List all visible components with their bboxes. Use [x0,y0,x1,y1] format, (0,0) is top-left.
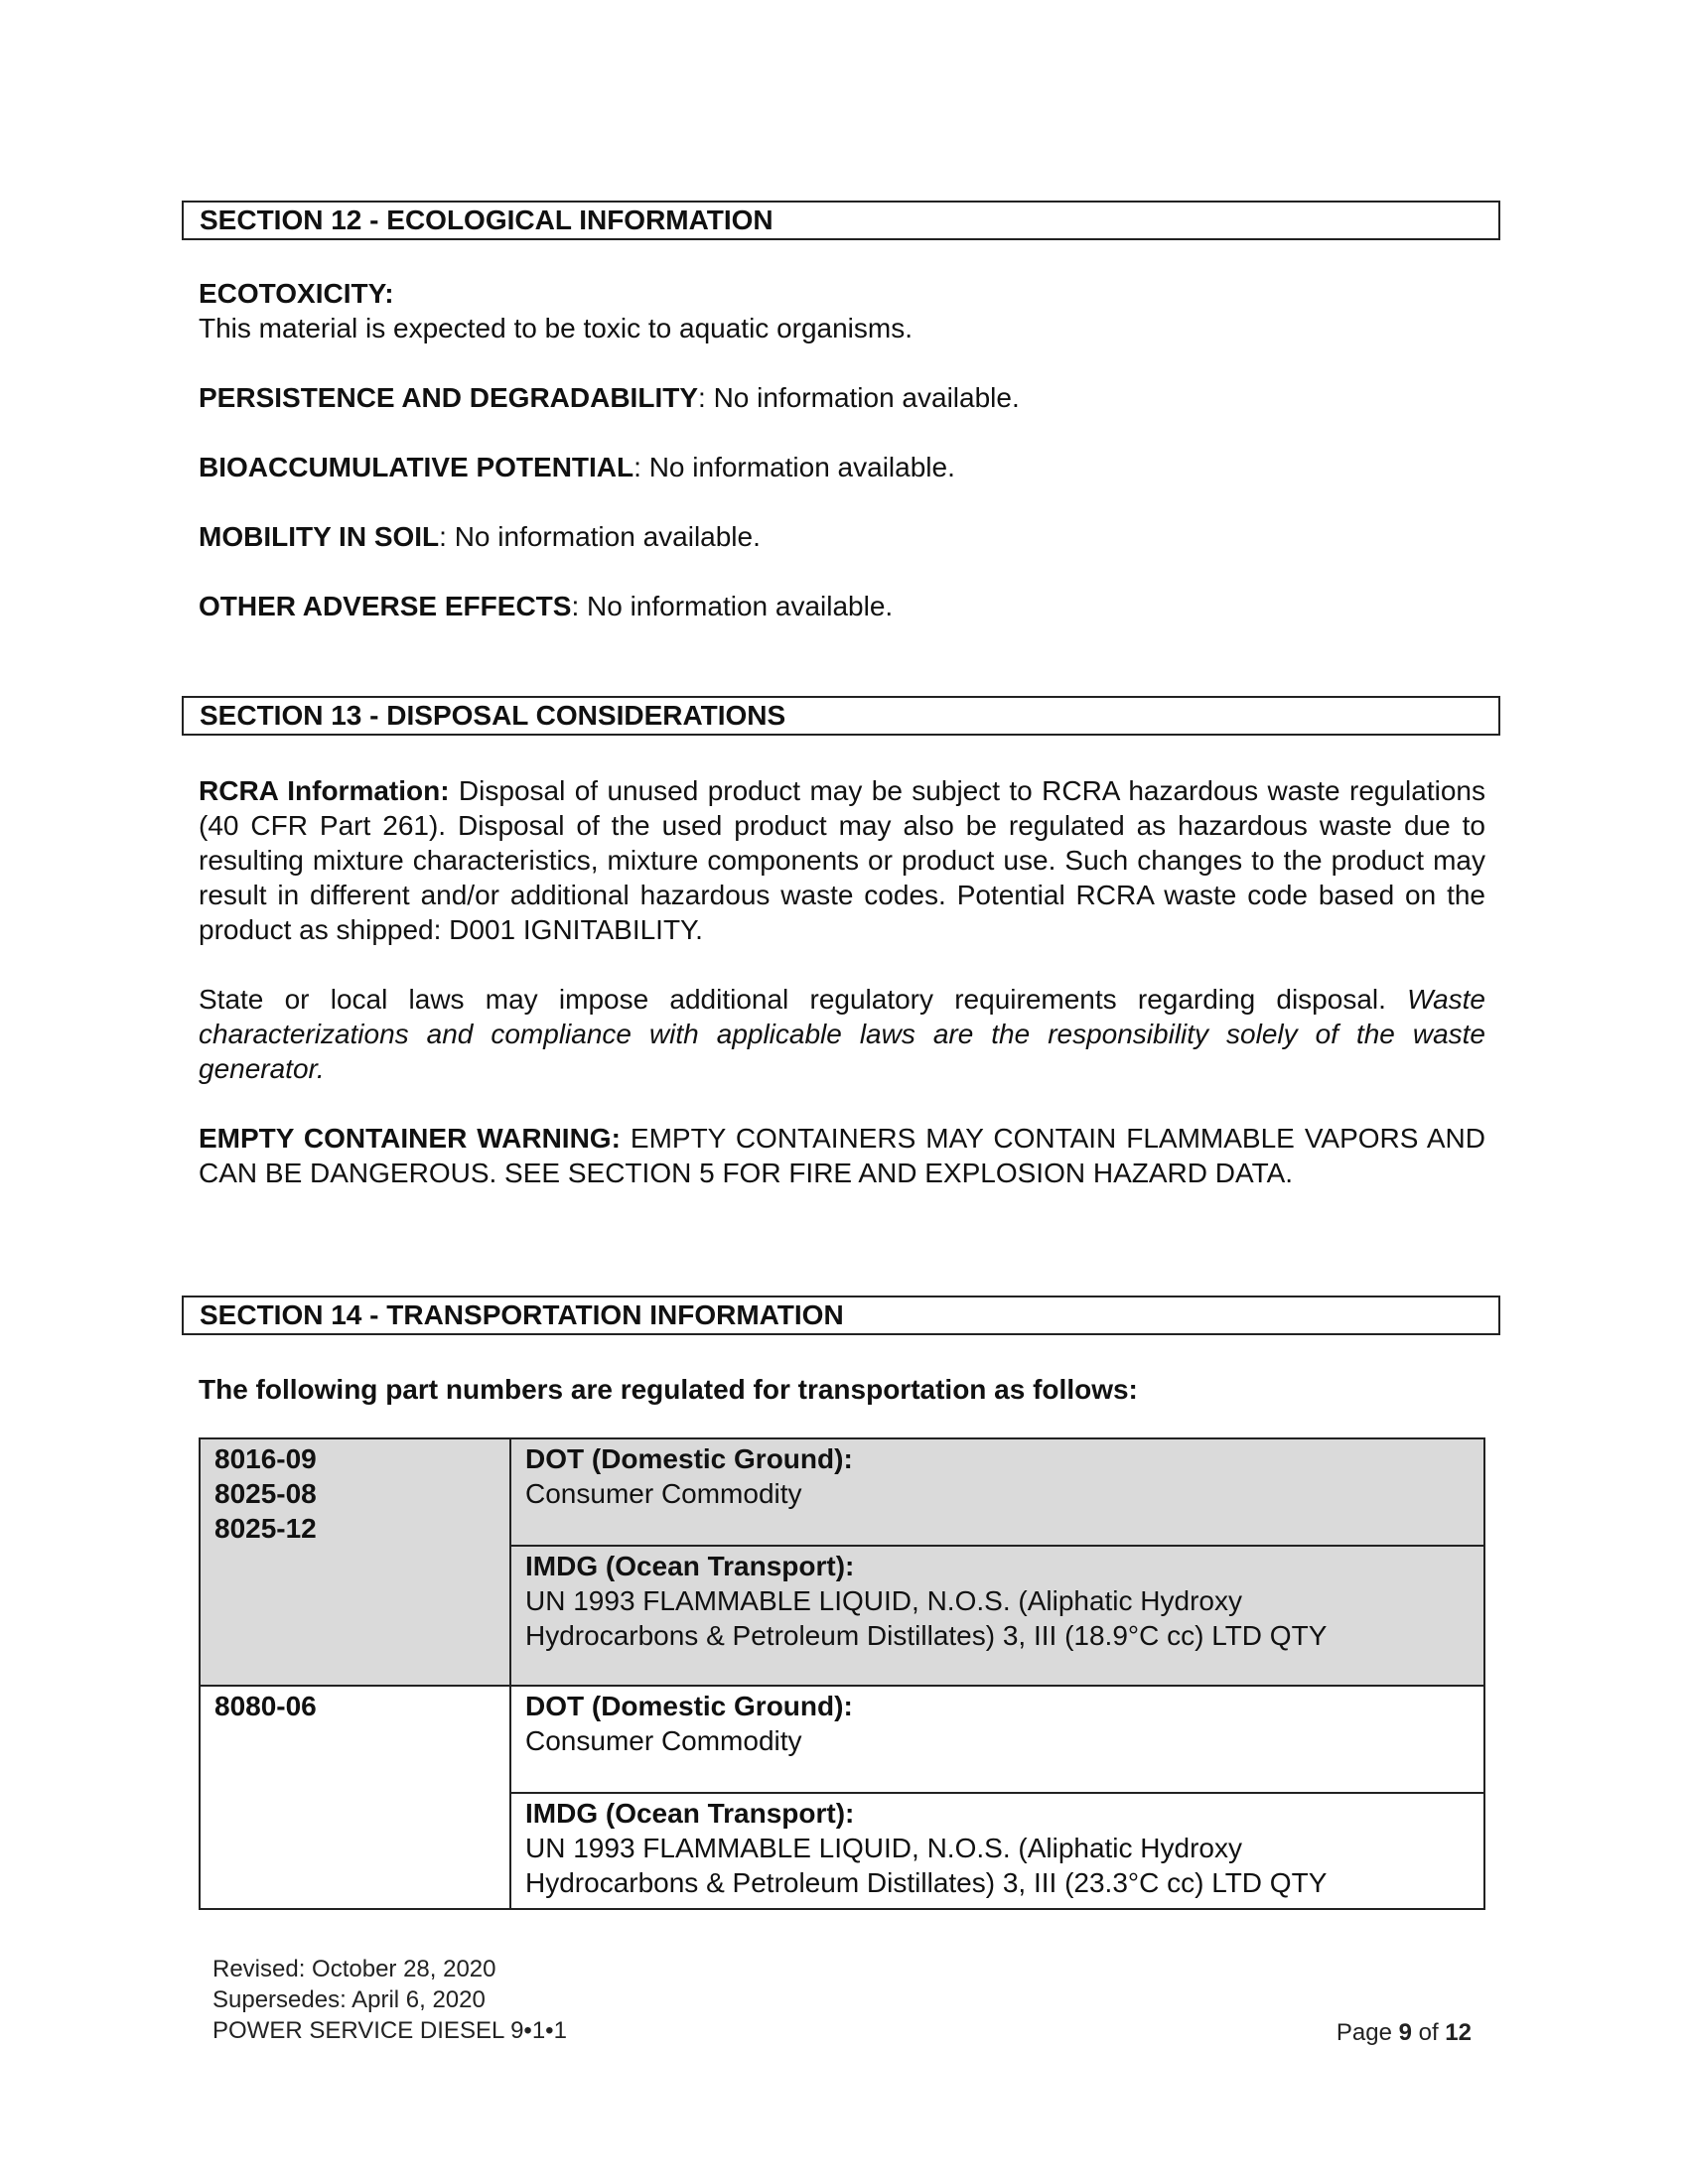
section-14-heading: SECTION 14 - TRANSPORTATION INFORMATION [182,1296,1500,1335]
imdg-line-1: UN 1993 FLAMMABLE LIQUID, N.O.S. (Aliphatic Hydroxy [525,1833,1242,1863]
empty-container-paragraph [199,1121,1485,1190]
page-prefix: Page [1336,2019,1399,2046]
other-effects-text: : No information available. [571,591,894,621]
transport-intro: The following part numbers are regulated for transportation as follows: [199,1374,1138,1405]
rcra-label: RCRA Information: [199,775,450,806]
dot-label: DOT (Domestic Ground): [525,1443,853,1474]
part-number: 8016-09 [214,1443,317,1474]
rcra-text: Disposal of unused product may be subject to RCRA hazardous waste regulations (40 CFR Part 261). Disposal of the used product may also be regulated as hazardous waste due to resulting mixture characteristics, mixture components or product use. Such changes to the product may result in different and/or additional hazardous waste codes. Potential RCRA waste code based on the product as shipped: D001 IGNITABILITY. [199,775,1485,945]
page-current: 9 [1398,2019,1412,2046]
empty-container-text: EMPTY CONTAINERS MAY CONTAIN FLAMMABLE VAPORS AND CAN BE DANGEROUS. SEE SECTION 5 FOR FIRE AND EXPLOSION HAZARD DATA. [199,1123,1485,1188]
other-effects-row [199,589,1485,623]
section-13-heading: SECTION 13 - DISPOSAL CONSIDERATIONS [182,696,1500,736]
part-number: 8025-08 [214,1478,317,1509]
part-number: 8080-06 [214,1691,317,1721]
mobility-label: MOBILITY IN SOIL [199,521,440,552]
rcra-paragraph [199,773,1485,947]
imdg-line-2: Hydrocarbons & Petroleum Distillates) 3, III (18.9°C cc) LTD QTY [525,1620,1328,1651]
page-total: 12 [1445,2019,1472,2046]
imdg-line-1: UN 1993 FLAMMABLE LIQUID, N.O.S. (Aliphatic Hydroxy [525,1585,1242,1616]
ecotoxicity-label: ECOTOXICITY: [199,278,394,309]
supersedes-date: Supersedes: April 6, 2020 [212,1986,486,2013]
part-numbers-cell [200,1686,510,1909]
empty-container-label: EMPTY CONTAINER WARNING: [199,1123,621,1154]
part-number: 8025-12 [214,1513,317,1544]
ecotoxicity-text: This material is expected to be toxic to aquatic organisms. [199,313,914,343]
table-row [200,1438,1484,1546]
dot-text: Consumer Commodity [525,1478,802,1509]
state-laws-paragraph [199,982,1485,1086]
imdg-cell [510,1793,1484,1909]
mobility-row [199,519,1485,554]
mobility-text: : No information available. [439,521,761,552]
bioaccumulative-label: BIOACCUMULATIVE POTENTIAL [199,452,634,482]
persistence-row [199,380,1485,415]
page-number [1336,2017,1472,2048]
page-of: of [1411,2019,1446,2046]
dot-cell [510,1438,1484,1546]
part-numbers-cell [200,1438,510,1686]
imdg-line-2: Hydrocarbons & Petroleum Distillates) 3, III (23.3°C cc) LTD QTY [525,1867,1328,1898]
section-12-heading: SECTION 12 - ECOLOGICAL INFORMATION [182,201,1500,240]
dot-text: Consumer Commodity [525,1725,802,1756]
imdg-label: IMDG (Ocean Transport): [525,1798,855,1829]
state-laws-text: State or local laws may impose additional regulatory requirements regarding disposal. [199,984,1408,1015]
dot-label: DOT (Domestic Ground): [525,1691,853,1721]
imdg-cell [510,1546,1484,1686]
state-laws-italic: Waste characterizations and compliance with applicable laws are the responsibility solely of the waste generator. [199,984,1485,1084]
section-13-body [199,773,1485,1190]
revised-date: Revised: October 28, 2020 [212,1956,496,1982]
section-12-body [199,276,1485,623]
footer-info [212,1954,567,2046]
product-name: POWER SERVICE DIESEL 9•1•1 [212,2017,567,2044]
imdg-label: IMDG (Ocean Transport): [525,1551,855,1581]
bioaccumulative-row [199,450,1485,484]
persistence-label: PERSISTENCE AND DEGRADABILITY [199,382,699,413]
bioaccumulative-text: : No information available. [633,452,955,482]
other-effects-label: OTHER ADVERSE EFFECTS [199,591,572,621]
table-row [200,1686,1484,1793]
dot-cell [510,1686,1484,1793]
persistence-text: : No information available. [698,382,1020,413]
transport-table [199,1437,1485,1910]
